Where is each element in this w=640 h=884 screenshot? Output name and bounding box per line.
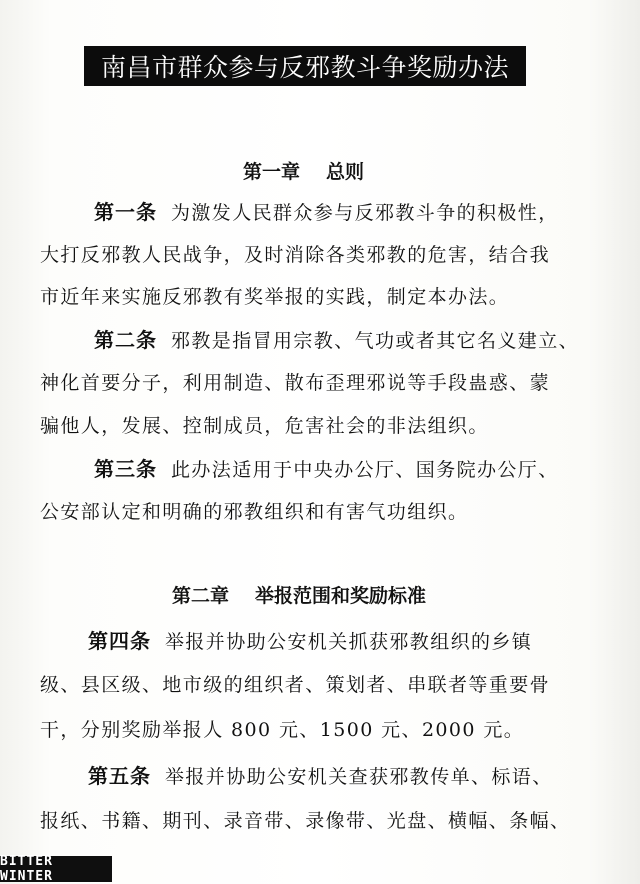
- chapter-number: 第二章: [172, 585, 230, 607]
- article-1-line-1: [94, 199, 640, 226]
- article-2-line-2: 神化首要分子，利用制造、散布歪理邪说等手段蛊惑、蒙: [40, 372, 551, 394]
- article-3-line-2: 公安部认定和明确的邪教组织和有害气功组织。: [40, 501, 469, 523]
- article-text: 为激发人民群众参与反邪教斗争的积极性，: [171, 202, 559, 224]
- article-label: 第一条: [94, 200, 157, 224]
- article-5-line-2: 报纸、书籍、期刊、录音带、录像带、光盘、横幅、条幅、: [40, 810, 571, 832]
- article-5-line-1: [88, 763, 640, 790]
- article-label: 第二条: [94, 328, 157, 352]
- article-text: 举报并协助公安机关抓获邪教组织的乡镇: [165, 631, 533, 653]
- watermark-label: BITTER WINTER: [0, 856, 112, 882]
- article-label: 第五条: [88, 764, 151, 788]
- article-text: 邪教是指冒用宗教、气功或者其它名义建立、: [171, 330, 580, 352]
- article-1-line-2: 大打反邪教人民战争，及时消除各类邪教的危害，结合我: [40, 244, 551, 266]
- chapter-heading-2: [172, 581, 426, 608]
- article-4-line-2: 级、县区级、地市级的组织者、策划者、串联者等重要骨: [40, 674, 551, 696]
- article-2-line-3: 骗他人，发展、控制成员，危害社会的非法组织。: [40, 415, 489, 437]
- article-4-line-3: 干，分别奖励举报人 800 元、1500 元、2000 元。: [40, 719, 525, 741]
- article-3-line-1: [94, 456, 640, 483]
- document-title: 南昌市群众参与反邪教斗争奖励办法: [100, 53, 509, 82]
- chapter-heading-1: [243, 157, 364, 184]
- article-label: 第四条: [88, 629, 151, 653]
- chapter-number: 第一章: [243, 161, 301, 183]
- document-title-banner: [84, 46, 526, 86]
- chapter-name: 总则: [326, 161, 365, 183]
- article-1-line-3: 市近年来实施反邪教有奖举报的实践，制定本办法。: [40, 286, 510, 308]
- article-label: 第三条: [94, 457, 157, 481]
- chapter-name: 举报范围和奖励标准: [255, 585, 427, 607]
- article-2-line-1: [94, 327, 640, 354]
- article-4-line-1: [88, 628, 640, 655]
- article-text: 举报并协助公安机关查获邪教传单、标语、: [165, 766, 553, 788]
- article-text: 此办法适用于中央办公厅、国务院办公厅、: [171, 459, 559, 481]
